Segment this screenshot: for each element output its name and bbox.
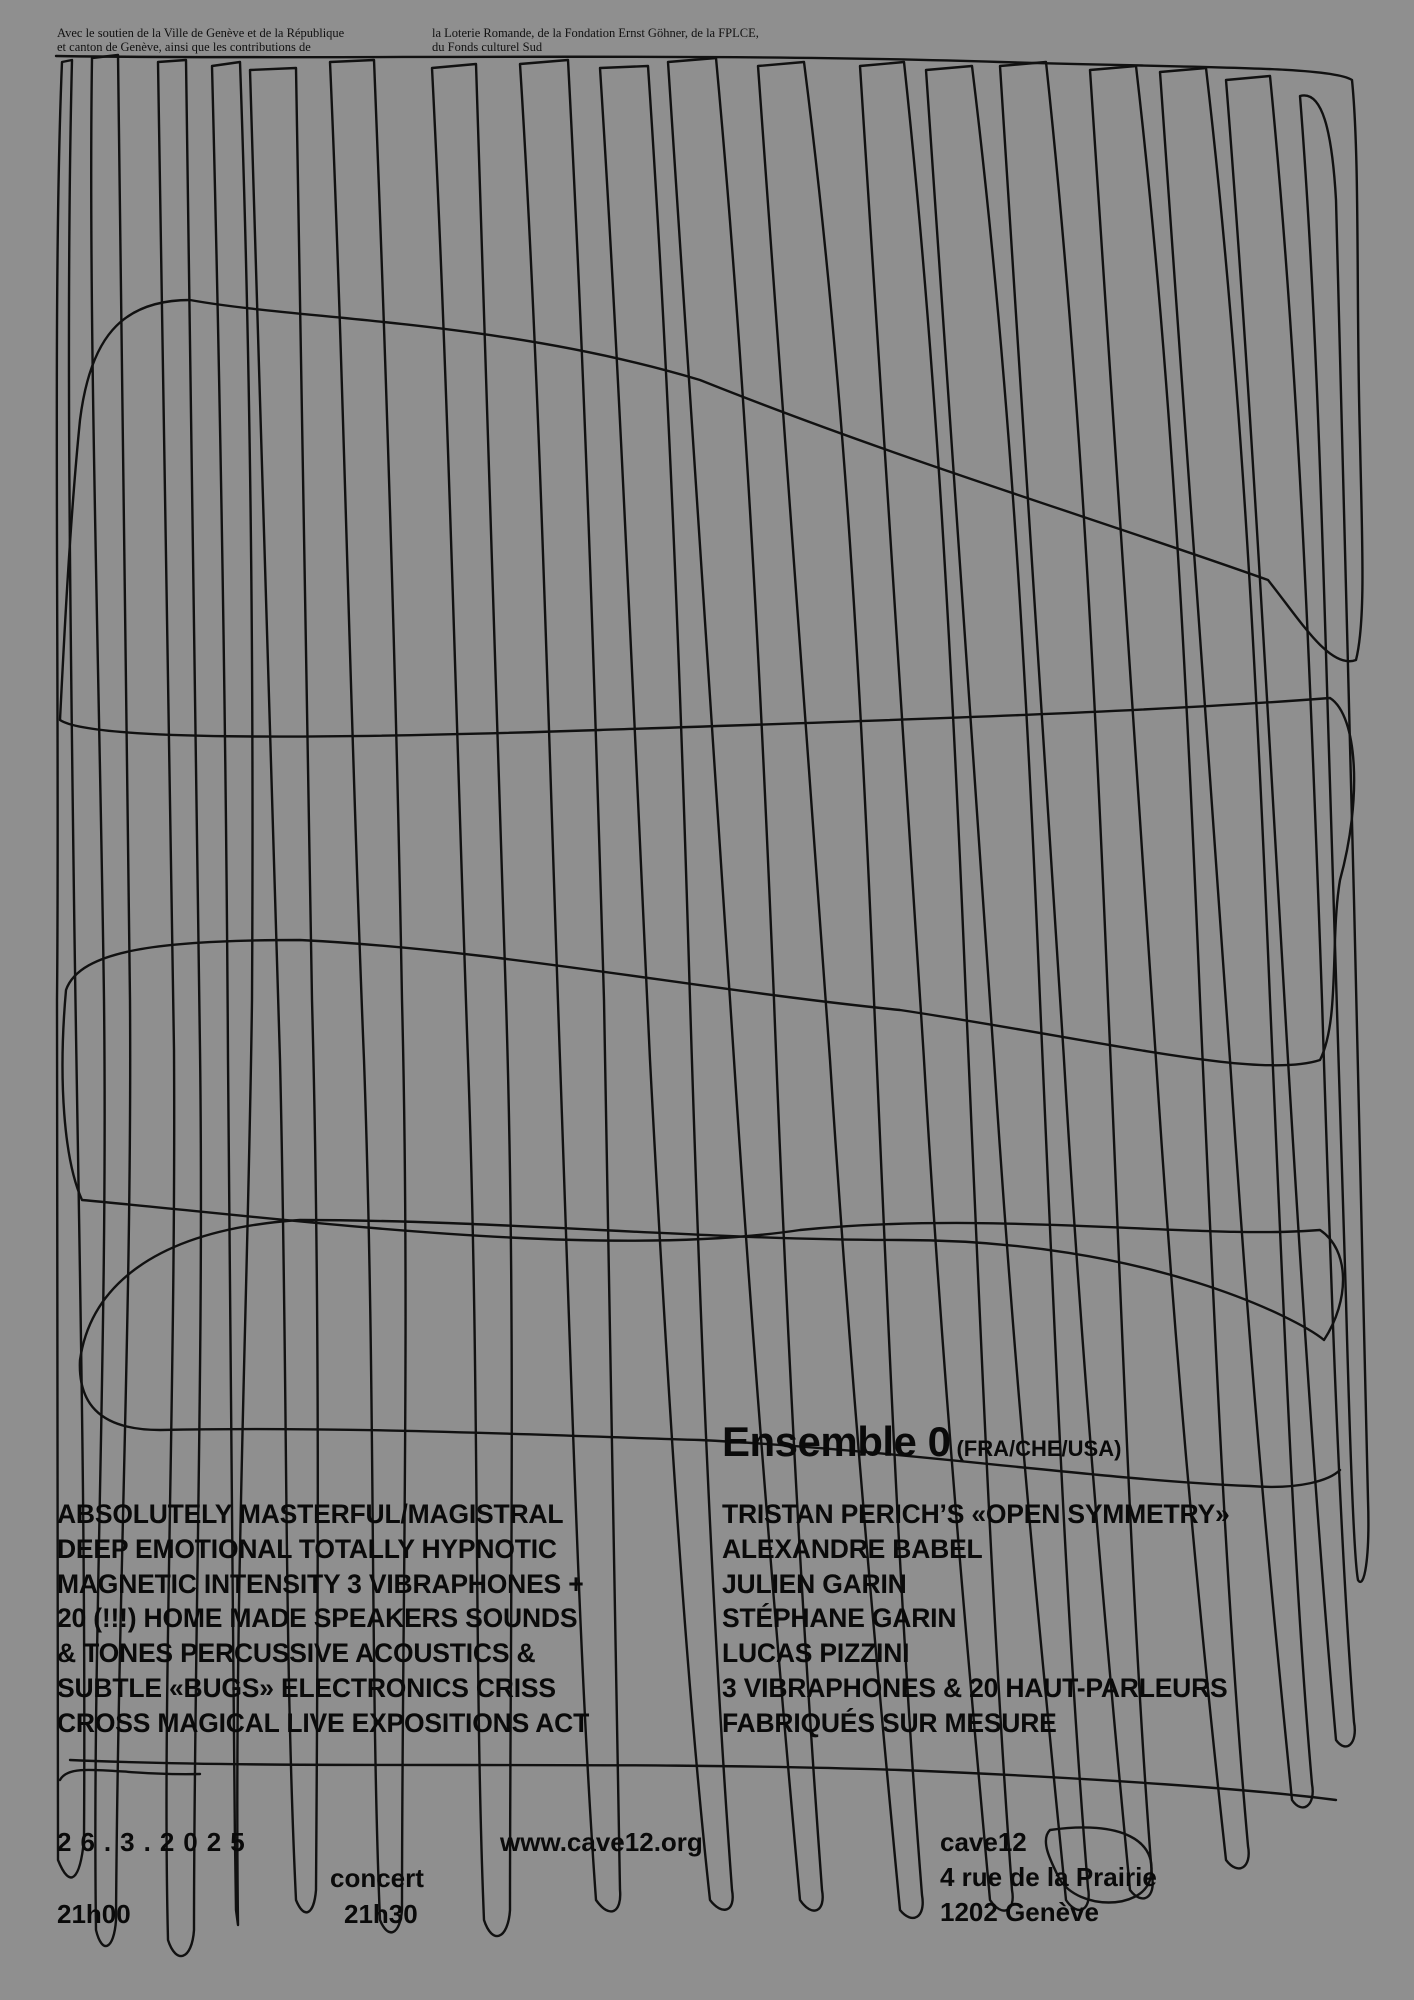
sponsor-credits-left: [57, 26, 344, 54]
sponsor-credits-right: [432, 26, 759, 54]
lineup-line: TRISTAN PERICH’S «OPEN SYMMETRY»: [722, 1499, 1230, 1529]
description-line: SUBTLE «BUGS» ELECTRONICS CRISS: [57, 1672, 556, 1703]
event-date: 26.3.2025: [57, 1827, 254, 1857]
lineup-line: JULIEN GARIN: [722, 1568, 907, 1599]
venue-name: cave12: [940, 1827, 1027, 1857]
lineup-line: 3 VIBRAPHONES & 20 HAUT-PARLEURS: [722, 1672, 1228, 1703]
venue-address: [940, 1825, 1157, 1930]
credits-line: et canton de Genève, ainsi que les contributions de: [57, 40, 311, 54]
website-link[interactable]: www.cave12.org: [500, 1827, 703, 1857]
lineup-line: STÉPHANE GARIN: [722, 1603, 957, 1634]
concert-label: concert: [330, 1863, 424, 1893]
headliner-origin: (FRA/CHE/USA): [956, 1436, 1122, 1461]
event-description: [57, 1497, 589, 1741]
lineup-line: FABRIQUÉS SUR MESURE: [722, 1707, 1057, 1738]
description-line: CROSS MAGICAL LIVE EXPOSITIONS ACT: [57, 1707, 590, 1738]
lineup-line: ALEXANDRE BABEL: [722, 1533, 983, 1564]
credits-line: du Fonds culturel Sud: [432, 40, 543, 54]
description-line: MAGNETIC INTENSITY 3 VIBRAPHONES +: [57, 1568, 584, 1599]
description-line: DEEP EMOTIONAL TOTALLY HYPNOTIC: [57, 1533, 557, 1564]
credits-line: la Loterie Romande, de la Fondation Ernst Göhner, de la FPLCE,: [432, 26, 759, 40]
credits-line: Avec le soutien de la Ville de Genève et de la République: [57, 26, 345, 40]
concert-time: 21h30: [344, 1899, 418, 1929]
headliner: [722, 1418, 1121, 1466]
description-line: ABSOLUTELY MASTERFUL/MAGISTRAL: [57, 1499, 564, 1529]
venue-city: 1202 Genève: [940, 1897, 1100, 1927]
description-line: & TONES PERCUSSIVE ACOUSTICS &: [57, 1638, 536, 1669]
doors-time: 21h00: [57, 1899, 131, 1929]
lineup-line: LUCAS PIZZINI: [722, 1638, 910, 1669]
description-line: 20 (!!!) HOME MADE SPEAKERS SOUNDS: [57, 1603, 578, 1634]
venue-street: 4 rue de la Prairie: [940, 1862, 1157, 1892]
headliner-name: Ensemble 0: [722, 1418, 951, 1465]
lineup: [722, 1497, 1229, 1741]
